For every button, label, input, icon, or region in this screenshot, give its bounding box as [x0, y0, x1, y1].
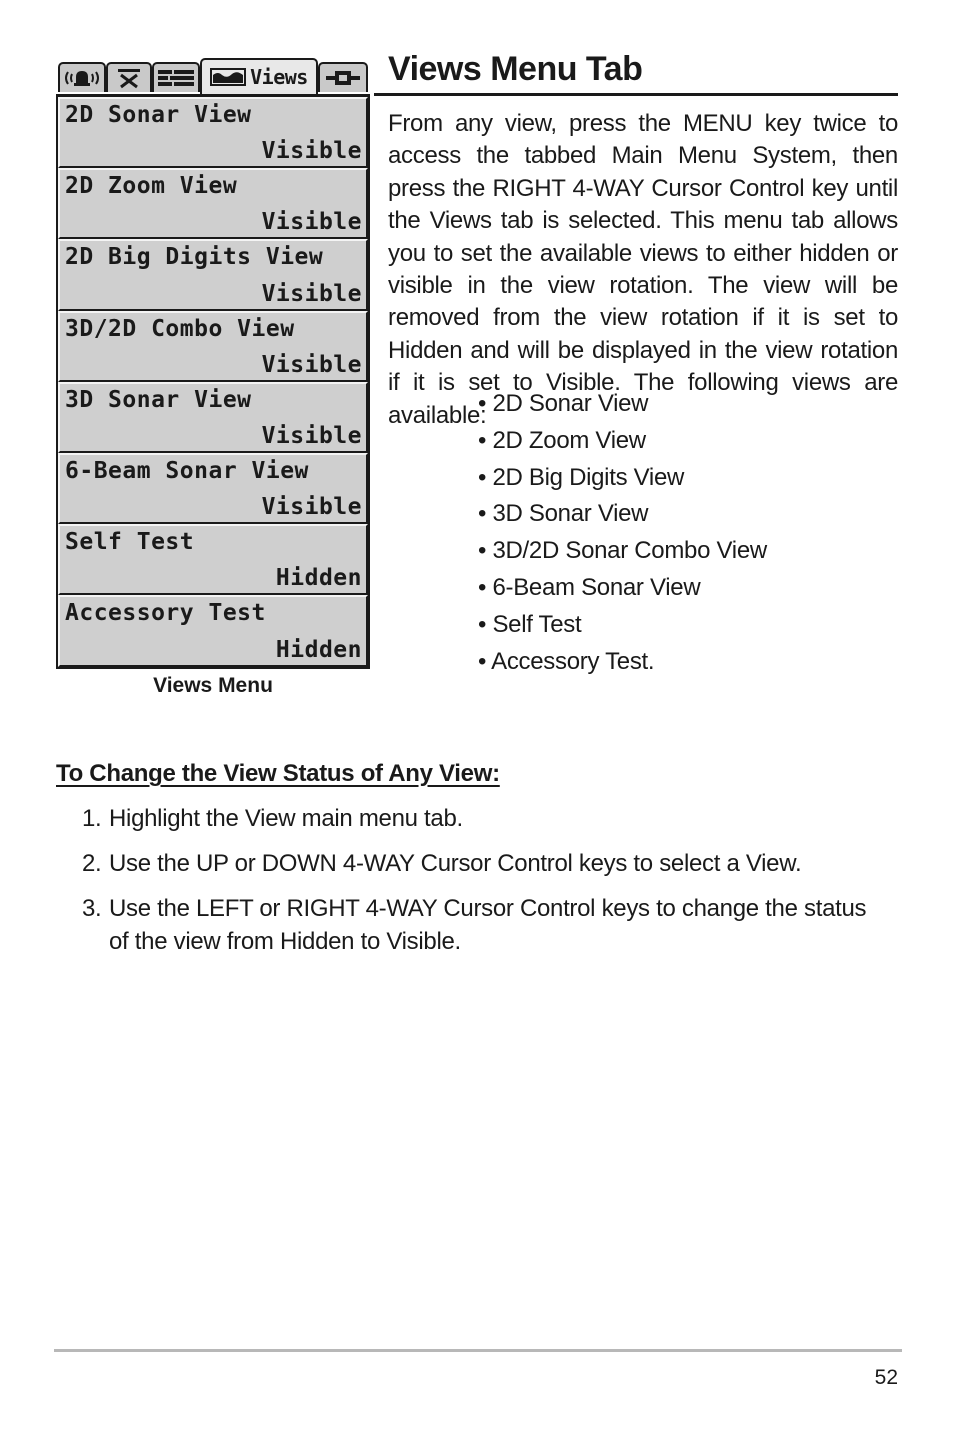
menu-item-6-beam-sonar-view[interactable]: [58, 453, 368, 524]
intro-paragraph: From any view, press the MENU key twice to access the tabbed Main Menu System, then press the RIGHT 4-WAY Cursor Control key until the Views tab is selected. This menu tab allows you to set the available views to either hidden or visible in the view rotation. The view will be removed from the view rotation if it is set to Hidden and will be displayed in the view rotation if it is set to Visible. The following views are available:: [388, 110, 898, 429]
menu-item-value: Visible: [261, 138, 362, 165]
menu-item-accessory-test[interactable]: [58, 595, 368, 666]
setup-tab-icon: [156, 67, 196, 89]
views-menu-screenshot: [56, 58, 370, 669]
menu-item-value: Visible: [261, 422, 362, 449]
setup-tab[interactable]: [152, 62, 200, 92]
procedure-step: [56, 802, 886, 835]
views-menu-list: [56, 94, 370, 669]
menu-item-2d-zoom-view[interactable]: [58, 168, 368, 239]
alarms-tab-icon: [62, 68, 102, 88]
menu-item-value: Visible: [261, 494, 362, 521]
menu-item-value: Visible: [261, 209, 362, 236]
accessories-tab[interactable]: [318, 62, 368, 92]
list-item: • Self Test: [478, 610, 582, 638]
page-title: Views Menu Tab: [388, 50, 643, 88]
menu-item-3d-sonar-view[interactable]: [58, 382, 368, 453]
procedure-step: [56, 892, 886, 958]
list-item: • 2D Sonar View: [478, 390, 649, 417]
menu-item-name: Accessory Test: [65, 600, 266, 627]
list-item: • Accessory Test.: [478, 647, 655, 675]
list-item: • 2D Big Digits View: [478, 463, 685, 491]
procedure-step: [56, 847, 886, 880]
procedure-heading: To Change the View Status of Any View:: [56, 760, 500, 787]
footer-divider: [54, 1349, 902, 1352]
alarms-tab[interactable]: [58, 62, 106, 92]
step-text: Use the UP or DOWN 4-WAY Cursor Control keys to select a View.: [109, 850, 802, 877]
menu-item-2d-big-digits-view[interactable]: [58, 239, 368, 310]
figure-caption: Views Menu: [153, 674, 273, 697]
menu-item-name: 2D Zoom View: [65, 173, 238, 200]
list-item: • 3D/2D Sonar Combo View: [478, 537, 767, 565]
step-number: 1.: [82, 805, 102, 832]
menu-item-name: 2D Big Digits View: [65, 244, 324, 271]
title-divider: [374, 93, 898, 96]
menu-item-value: Visible: [261, 351, 362, 378]
menu-item-name: 3D Sonar View: [65, 386, 252, 413]
menu-item-self-test[interactable]: [58, 524, 368, 595]
menu-item-3d-2d-combo-view[interactable]: [58, 311, 368, 382]
views-tab[interactable]: [200, 58, 318, 94]
views-tab-icon: [210, 67, 246, 87]
accessories-tab-icon: [325, 68, 361, 88]
list-item: • 6-Beam Sonar View: [478, 573, 701, 601]
menu-item-name: 3D/2D Combo View: [65, 315, 295, 342]
menu-item-name: 2D Sonar View: [65, 102, 252, 128]
step-number: 2.: [82, 850, 102, 877]
menu-item-value: Hidden: [275, 636, 362, 663]
step-text: Use the LEFT or RIGHT 4-WAY Cursor Control keys to change the status of the view from Hidden to Visible.: [109, 895, 867, 955]
sonar-tab[interactable]: [106, 62, 152, 92]
menu-tab-bar: [56, 58, 370, 94]
list-item: • 2D Zoom View: [478, 426, 646, 454]
views-tab-label: Views: [250, 65, 308, 89]
available-views-list: [478, 388, 767, 682]
menu-item-value: Hidden: [275, 565, 362, 592]
sonar-tab-icon: [114, 67, 144, 89]
list-item: • 3D Sonar View: [478, 500, 649, 528]
step-number: 3.: [82, 895, 102, 922]
menu-item-name: 6-Beam Sonar View: [65, 457, 309, 484]
menu-item-value: Visible: [261, 280, 362, 307]
procedure-steps: [56, 802, 886, 970]
page-number: 52: [874, 1366, 898, 1389]
step-text: Highlight the View main menu tab.: [109, 805, 463, 832]
menu-item-name: Self Test: [65, 529, 195, 556]
menu-item-2d-sonar-view[interactable]: [58, 97, 368, 168]
